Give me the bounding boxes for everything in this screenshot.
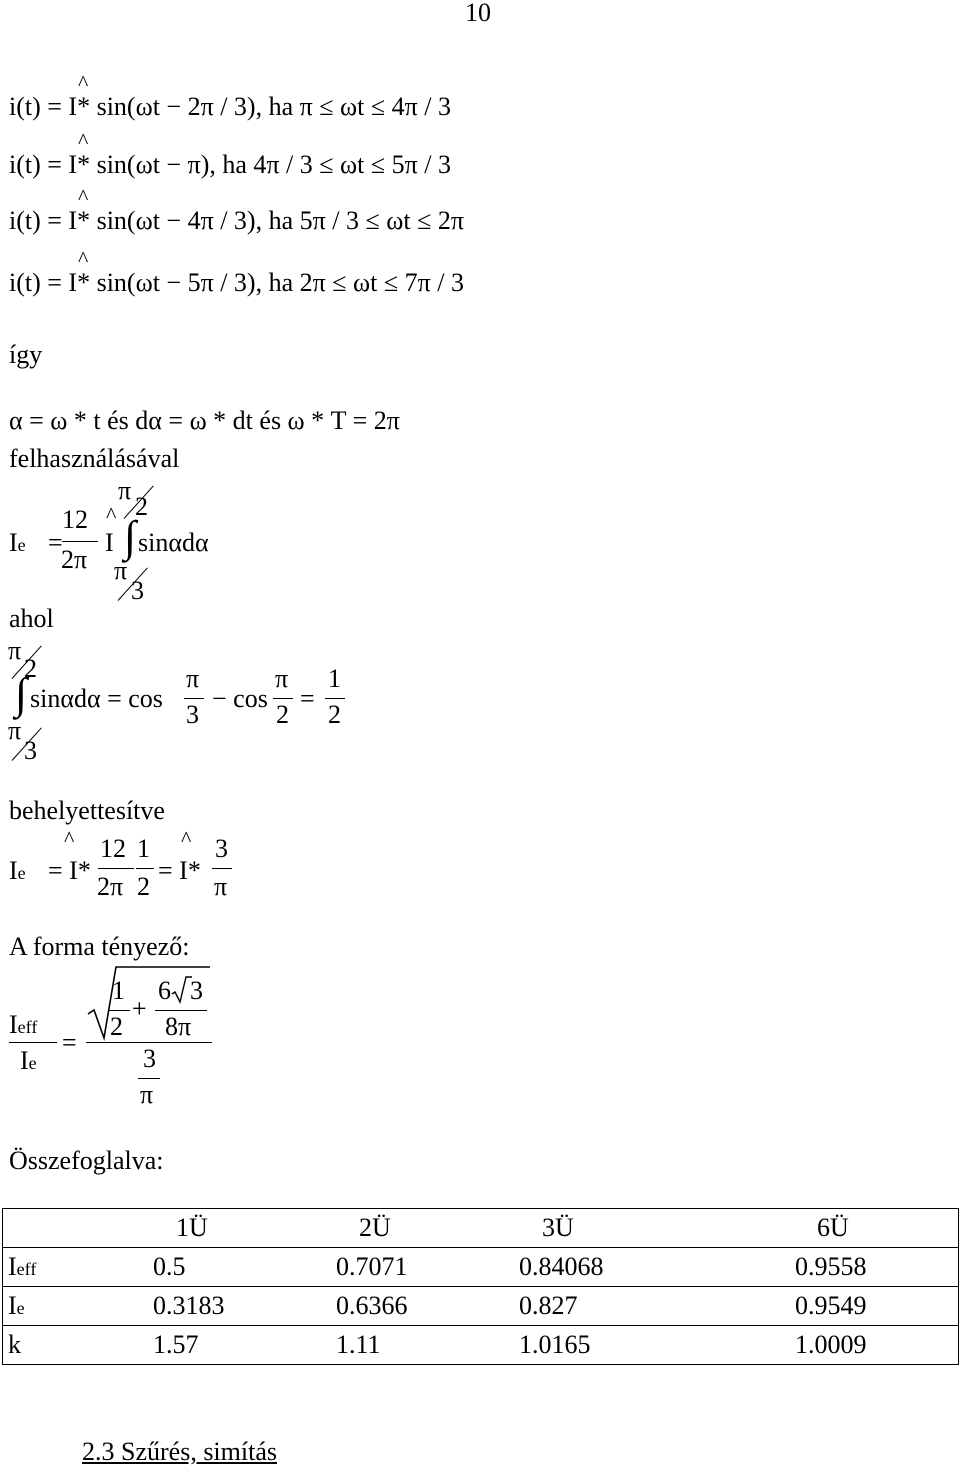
table-cell: 1.11 (331, 1326, 514, 1365)
equation-line: i(t) = I* sin(ωt − 4π / 3), ha 5π / 3 ≤ ωt ≤ 2π (9, 206, 464, 235)
amplitude-symbol: I (105, 528, 114, 557)
lower-limit-denominator: 3 (131, 576, 144, 605)
hat-accent: ^ (78, 128, 89, 153)
summary-label: Összefoglalva: (9, 1146, 164, 1175)
table-header-row (3, 1209, 959, 1248)
upper-limit-denominator: 2 (135, 492, 148, 521)
fraction-bar (138, 1078, 160, 1079)
integral-sign: ∫ (15, 669, 28, 718)
fraction-numerator: 3 (215, 834, 228, 863)
hat-accent: ^ (78, 246, 89, 271)
ieff-numerator: Ieff (9, 1010, 38, 1039)
lower-limit-numerator: π (114, 556, 128, 585)
equals-sign: = (62, 1028, 77, 1057)
fraction-numerator: 3 (143, 1044, 156, 1073)
page-number: 10 (465, 0, 491, 27)
minus-cos: − cos (212, 684, 268, 713)
fraction-bar (9, 1042, 57, 1043)
fraction-bar (325, 698, 345, 699)
fraction-denominator: 3 (186, 700, 199, 729)
main-fraction-bar (86, 1042, 212, 1043)
fraction-denominator: 2π (61, 545, 88, 574)
form-factor-label: A forma tényező: (9, 932, 190, 961)
ie-denominator: Ie (20, 1046, 37, 1075)
ie-lhs: Ie (9, 856, 26, 885)
integral-sign: ∫ (124, 512, 137, 561)
table-cell: 0.5 (148, 1248, 331, 1287)
equation-line: i(t) = I* sin(ωt − π), ha 4π / 3 ≤ ωt ≤ 5π / 3 (9, 150, 451, 179)
table-cell: 0.9558 (767, 1248, 959, 1287)
upper-limit-denominator: 2 (24, 654, 37, 683)
row-label: Ie (3, 1287, 149, 1326)
table-header-cell: 2Ü (331, 1209, 514, 1248)
hat-accent: ^ (78, 70, 89, 95)
fraction-bar (273, 698, 293, 699)
substitution-equation: α = ω * t és dα = ω * dt és ω * T = 2π (9, 406, 400, 435)
fraction-denominator: 8π (165, 1012, 192, 1041)
fraction-denominator: π (214, 872, 228, 901)
fraction-bar (108, 1010, 130, 1011)
hat-accent: ^ (78, 184, 89, 209)
fraction-denominator: 2 (137, 872, 150, 901)
table-cell: 0.84068 (514, 1248, 767, 1287)
fraction-numerator: π (275, 664, 289, 693)
table-corner-cell (3, 1209, 149, 1248)
row-label: Ieff (3, 1248, 149, 1287)
lower-limit-numerator: π (8, 716, 22, 745)
fraction-bar (155, 1010, 207, 1011)
row-label: k (3, 1326, 149, 1365)
hat-accent: ^ (181, 826, 192, 851)
fraction-bar (136, 868, 154, 869)
equation-line: i(t) = I* sin(ωt − 2π / 3), ha π ≤ ωt ≤ 4π / 3 (9, 92, 451, 121)
table-cell: 0.827 (514, 1287, 767, 1326)
summary-table (2, 1208, 959, 1365)
integrand: sinαdα = cos (30, 684, 163, 713)
table-cell: 1.0009 (767, 1326, 959, 1365)
table-cell: 0.9549 (767, 1287, 959, 1326)
table-row (3, 1287, 959, 1326)
word-ahol: ahol (9, 604, 54, 633)
fraction-numerator: π (186, 664, 200, 693)
fraction-numerator: 12 (62, 505, 88, 534)
table-cell: 0.7071 (331, 1248, 514, 1287)
word-behelyettesitve: behelyettesítve (9, 796, 165, 825)
word-felhasznalasaval: felhasználásával (9, 444, 180, 473)
fraction-denominator: 2 (328, 700, 341, 729)
equals-sign: = (48, 528, 63, 557)
fraction-numerator: 1 (328, 664, 341, 693)
six-coefficient: 6 (158, 976, 171, 1005)
hat-accent: ^ (64, 826, 75, 851)
fraction-denominator: π (140, 1080, 154, 1109)
fraction-denominator: 2 (276, 700, 289, 729)
radicand: 3 (190, 976, 203, 1005)
equals-i-star: = I* (48, 856, 91, 885)
fraction-denominator: 2 (110, 1012, 123, 1041)
table-header-cell: 6Ü (767, 1209, 959, 1248)
integrand: sinαdα (138, 528, 209, 557)
fraction-numerator: 12 (100, 834, 126, 863)
fraction-bar (184, 698, 204, 699)
equals-i-star: = I* (158, 856, 201, 885)
fraction-numerator: 1 (112, 976, 125, 1005)
fraction-numerator: 1 (137, 834, 150, 863)
lower-limit-denominator: 3 (24, 736, 37, 765)
table-cell: 0.3183 (148, 1287, 331, 1326)
table-row (3, 1326, 959, 1365)
equation-line: i(t) = I* sin(ωt − 5π / 3), ha 2π ≤ ωt ≤ 7π / 3 (9, 268, 464, 297)
table-cell: 1.57 (148, 1326, 331, 1365)
ie-lhs: Ie (9, 528, 26, 557)
upper-limit-numerator: π (8, 636, 22, 665)
plus-sign: + (132, 994, 147, 1023)
upper-limit-numerator: π (118, 476, 132, 505)
table-header-cell: 3Ü (514, 1209, 767, 1248)
fraction-denominator: 2π (97, 872, 124, 901)
table-header-cell: 1Ü (148, 1209, 331, 1248)
fraction-bar (98, 868, 134, 869)
next-section-heading[interactable]: 2.3 Szűrés, simítás (82, 1437, 277, 1466)
word-igy: így (9, 340, 43, 369)
table-row (3, 1248, 959, 1287)
table-cell: 0.6366 (331, 1287, 514, 1326)
fraction-bar (212, 868, 232, 869)
table-cell: 1.0165 (514, 1326, 767, 1365)
fraction-bar (62, 541, 98, 542)
equals-sign: = (300, 684, 315, 713)
hat-accent: ^ (106, 502, 117, 527)
